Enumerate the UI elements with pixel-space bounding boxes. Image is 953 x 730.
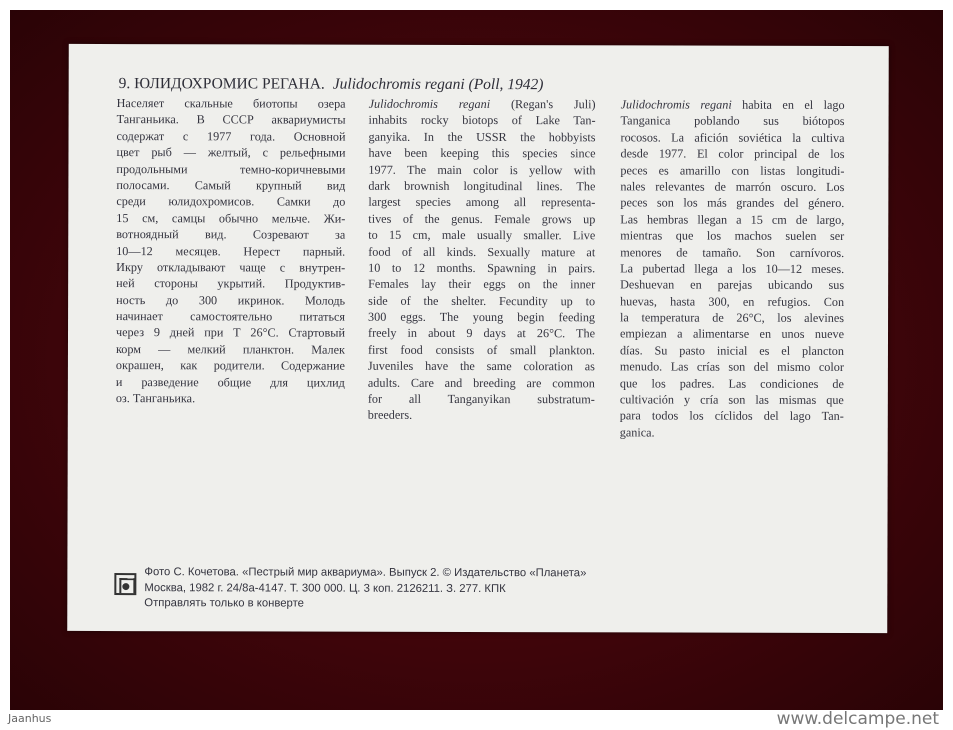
text-line [369, 112, 596, 129]
text-line [116, 341, 345, 358]
text-line-content: habita en el lago [742, 97, 845, 112]
text-line [368, 178, 595, 195]
text-line-content: и разведение общие для цихлид [115, 374, 345, 390]
text-line-content: nales relevantes de marrón oscuro. Los [620, 179, 845, 194]
text-line-content: inhabits rocky biotops of Lake Tan- [368, 113, 596, 128]
text-line-content: rocosos. La afición soviética la cultiva [620, 130, 845, 145]
text-line [368, 325, 595, 342]
text-line-content: Икру откладывают чаще с внутрен- [116, 259, 346, 275]
text-line [116, 325, 345, 342]
species-name-italic: Julidochromis regani [368, 96, 491, 112]
text-line-content: side of the shelter. Fecundity up to [368, 293, 596, 308]
text-line-content: цвет рыб — желтый, с рельефными [116, 145, 346, 160]
card-title [119, 75, 544, 94]
text-line-content: desde 1977. El color principal de los [620, 146, 845, 162]
text-line [620, 211, 844, 228]
text-line-content: huevas, hasta 300, en refugios. Con [620, 294, 845, 309]
text-line-content: содержат с 1977 года. Основной [116, 128, 346, 144]
text-line-content: food of all kinds. Sexually mature at [368, 244, 596, 259]
text-line [116, 292, 345, 309]
text-line [368, 358, 595, 375]
text-line [620, 326, 844, 343]
text-line-content: среди юлидохромисов. Самки до [116, 194, 346, 209]
text-line [116, 308, 345, 325]
text-line [116, 259, 345, 276]
text-line [116, 177, 345, 194]
text-line [116, 161, 345, 178]
species-name-italic: Julidochromis regani [620, 97, 732, 112]
text-line [117, 111, 346, 128]
text-line [116, 144, 345, 161]
text-line [368, 276, 595, 293]
text-line [368, 243, 595, 260]
text-line [620, 342, 844, 359]
text-line-content: 10—12 месяцев. Нерест парный. [116, 243, 346, 259]
text-line-content: полосами. Самый крупный вид [116, 178, 346, 193]
text-line-content: оз. Танганьика. [115, 391, 196, 406]
text-line-content: ganyika. In the USSR the hobbyists [368, 129, 596, 145]
russian-text-column [116, 95, 346, 407]
text-line-content: Juveniles have the same coloration as [367, 358, 595, 374]
text-line [620, 195, 844, 212]
text-line-content: peces es amarillo con listas longitudi- [620, 162, 845, 178]
text-line [620, 293, 844, 310]
seller-watermark: Jaanhus [8, 712, 52, 725]
text-line-content: mientras que los machos suelen ser [620, 228, 845, 244]
text-line [368, 391, 595, 408]
text-line-content: Танганьика. В СССР аквариумисты [116, 112, 346, 128]
text-line-content: 300 eggs. The young begin feeding [368, 309, 596, 325]
text-line [117, 95, 346, 112]
text-line [620, 375, 844, 392]
text-line-content: tives of the genus. Female grows up [368, 211, 596, 227]
text-line-content: to 15 cm, male usually smaller. Live [368, 227, 596, 243]
text-line-content: largest species among all representa- [368, 195, 596, 210]
text-line [116, 374, 345, 391]
text-line [116, 275, 345, 292]
text-line [621, 96, 845, 113]
text-line-content: ность до 300 икринок. Молодь [116, 292, 346, 308]
text-line [116, 390, 345, 407]
text-line [620, 277, 844, 294]
text-line-content: 1977. The main color is yellow with [368, 162, 596, 177]
text-line-content: Deshuevan en parejas ubicando sus [620, 277, 845, 293]
text-line-content: ganica. [619, 425, 655, 440]
text-line [620, 424, 844, 441]
title-latin: Julidochromis regani (Poll, 1942) [332, 75, 544, 94]
text-line-content: menudo. Las crías son del mismo color [619, 359, 844, 375]
text-line [116, 226, 345, 243]
text-line [369, 128, 596, 145]
text-line-content: начинает самостоятельно питаться [116, 309, 346, 324]
postcard-back [67, 44, 889, 633]
text-line-content: empiezan a alimentarse en unos nueve [619, 326, 845, 342]
text-line [620, 408, 844, 425]
text-line-content: menores de tamaño. Son carnívoros. [620, 244, 845, 260]
text-line [620, 359, 844, 376]
text-line [369, 96, 596, 113]
imprint-footer [144, 565, 586, 613]
imprint-line-3: Отправлять только в конверте [144, 597, 304, 610]
text-line-content: 15 см, самцы обычно мельче. Жи- [116, 210, 346, 226]
text-line [620, 146, 844, 163]
text-line [621, 129, 845, 146]
text-line-content: вотноядный вид. Созревают за [116, 227, 346, 242]
text-line [620, 227, 844, 244]
text-line-content: Las hembras llegan a 15 cm de largo, [620, 212, 845, 227]
text-line-content: через 9 дней при Т 26°С. Стартовый [115, 325, 346, 341]
text-line [116, 357, 345, 374]
text-line-content: first food consists of small plankton. [367, 342, 595, 358]
publisher-logo-icon [114, 573, 136, 595]
spanish-text-column [620, 96, 845, 441]
text-line [368, 161, 595, 178]
text-line [620, 260, 844, 277]
text-line-content: adults. Care and breeding are common [367, 375, 595, 390]
text-line [620, 391, 844, 408]
text-line-content: окрашен, как родители. Содержание [115, 358, 345, 373]
text-line [368, 407, 595, 424]
text-line-content: freely in about 9 days at 26°C. The [367, 326, 596, 341]
text-line-content: que los padres. Las condiciones de [619, 376, 844, 391]
imprint-line-2: Москва, 1982 г. 24/8а-4147. Т. 300 000. Ц. 3 коп. 2126211. З. 277. КПК [144, 581, 506, 595]
text-line [368, 227, 595, 244]
text-line [368, 194, 595, 211]
text-line-content: días. Su pasto inicial es el plancton [619, 343, 844, 358]
text-line [368, 210, 595, 227]
text-line [621, 113, 845, 130]
text-line-content: for all Tanganyikan substratum- [367, 391, 595, 407]
text-line [116, 193, 345, 210]
text-line [620, 162, 844, 179]
text-line [368, 260, 595, 277]
text-line [368, 292, 595, 309]
text-line-content: La pubertad llega a los 10—12 meses. [620, 261, 845, 276]
text-line-content: ней стороны укрытий. Продуктив- [116, 276, 346, 291]
text-line-content: peces son los más grandes del género. [620, 195, 845, 211]
text-line-content: dark brownish longitudinal lines. The [368, 178, 596, 194]
text-line [620, 309, 844, 326]
text-line-content: breeders. [367, 408, 413, 423]
text-line [620, 244, 844, 261]
text-line-content: Tanganica poblando sus biótopos [620, 113, 845, 129]
text-line [620, 178, 844, 195]
text-line [368, 374, 595, 391]
text-line-content: (Regan's Juli) [510, 97, 596, 112]
text-line [116, 210, 345, 227]
title-russian: 9. ЮЛИДОХРОМИС РЕГАНА. [118, 75, 325, 93]
text-line [117, 128, 346, 145]
text-line-content: have been keeping this species since [368, 145, 596, 161]
text-line-content: корм — мелкий планктон. Малек [115, 341, 345, 357]
text-line [368, 145, 595, 162]
text-line-content: продольными темно-коричневыми [116, 161, 346, 177]
text-line-content: Females lay their eggs on the inner [368, 277, 596, 292]
imprint-line-1: Фото С. Кочетова. «Пестрый мир аквариума». Выпуск 2. © Издательство «Планета» [144, 566, 587, 580]
text-line-content: Населяет скальные биотопы озера [116, 96, 346, 111]
text-line [368, 309, 595, 326]
site-watermark: www.delcampe.net [776, 709, 939, 729]
english-text-column [368, 96, 596, 424]
text-line-content: cultivación y cría son las mismas que [619, 392, 844, 407]
text-line [116, 243, 345, 260]
text-line-content: 10 to 12 months. Spawning in pairs. [368, 260, 596, 276]
text-line-content: para todos los cíclidos del lago Tan- [619, 408, 844, 424]
text-line [368, 342, 595, 359]
text-line-content: la temperatura de 26°C, los alevines [620, 310, 845, 326]
